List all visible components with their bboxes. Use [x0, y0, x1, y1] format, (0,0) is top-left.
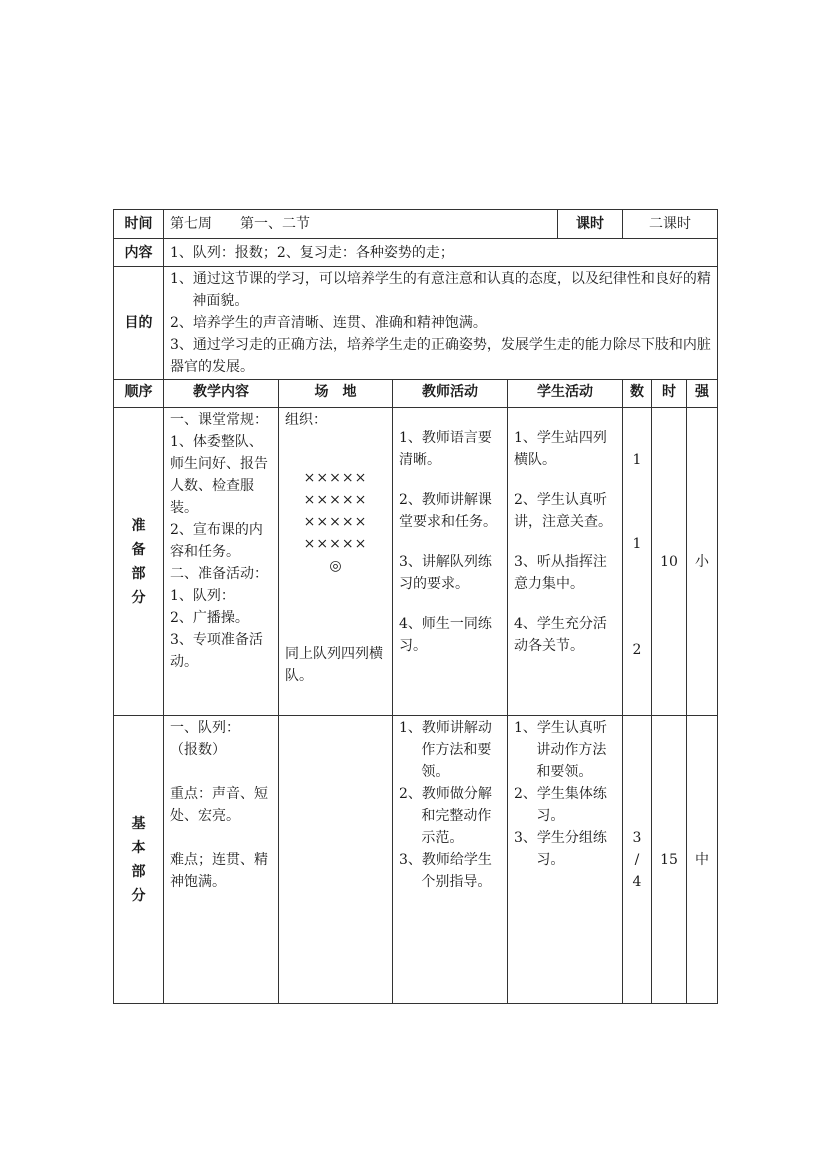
venue-note: 同上队列四列横队。	[285, 646, 383, 684]
basic-teacher	[393, 716, 508, 1004]
col-time: 时	[652, 380, 687, 408]
prep-label: 准 备 部 分	[114, 408, 164, 716]
formation-row: ×××××	[303, 536, 368, 552]
student-activity: 1、学生站四列横队。	[514, 430, 607, 468]
student-activity: 4、学生充分活动各关节。	[514, 616, 607, 654]
col-content: 教学内容	[164, 380, 279, 408]
teacher-activity: 1、教师讲解动作方法和要领。	[399, 720, 492, 780]
basic-time: 15	[652, 716, 687, 1004]
lesson-plan-table	[113, 209, 718, 1004]
goal-item: 3、通过学习走的正确方法，培养学生走的正确姿势，发展学生走的能力除尽下肢和内脏器官的发展。	[170, 337, 711, 375]
col-venue: 场 地	[279, 380, 393, 408]
basic-content: 一、队列： （报数） 重点：声音、短处、宏亮。 难点；连贯、精神饱满。	[164, 716, 279, 1004]
prep-count	[623, 408, 652, 716]
formation-row: ×××××	[303, 470, 368, 486]
goal-item: 1、通过这节课的学习，可以培养学生的有意注意和认真的态度，以及纪律性和良好的精神面貌。	[170, 271, 711, 309]
prep-intensity: 小	[687, 408, 718, 716]
basic-intensity: 中	[687, 716, 718, 1004]
student-activity: 3、学生分组练习。	[514, 830, 607, 868]
goal-label: 目的	[114, 267, 164, 380]
col-count: 数	[623, 380, 652, 408]
count-value: 1	[632, 452, 642, 468]
content-label: 内容	[114, 239, 164, 267]
basic-student	[508, 716, 623, 1004]
teacher-activity: 4、师生一同练习。	[399, 616, 492, 654]
formation-row: ×××××	[303, 492, 368, 508]
student-activity: 2、学生集体练习。	[514, 786, 607, 824]
student-activity: 1、学生认真听讲动作方法和要领。	[514, 720, 607, 780]
prep-section-row	[114, 408, 718, 716]
formation-row: ×××××	[303, 514, 368, 530]
count-value: 2	[632, 642, 642, 658]
student-activity: 3、听从指挥注意力集中。	[514, 554, 607, 592]
hours-label: 课时	[557, 210, 622, 238]
count-value: 1	[632, 536, 642, 552]
prep-time: 10	[652, 408, 687, 716]
col-student: 学生活动	[508, 380, 623, 408]
teacher-activity: 3、教师给学生个别指导。	[399, 852, 492, 890]
student-activity: 2、学生认真听讲，注意关查。	[514, 492, 612, 530]
prep-content: 一、课堂常规： 1、体委整队、师生问好、报告人数、检查服装。 2、宣布课的内容和任务。 二、准备活动： 1、队列： 2、广播操。 3、专项准备活动。	[164, 408, 279, 716]
time-value-cell	[164, 210, 623, 239]
teacher-position-mark: ◎	[329, 558, 342, 574]
column-header-row	[114, 380, 718, 408]
hours-value: 二课时	[623, 210, 718, 239]
col-order: 顺序	[114, 380, 164, 408]
col-teacher: 教师活动	[393, 380, 508, 408]
content-value: 1、队列：报数；2、复习走：各种姿势的走；	[164, 239, 718, 267]
teacher-activity: 3、讲解队列练习的要求。	[399, 554, 492, 592]
time-label: 时间	[114, 210, 164, 239]
goal-list	[164, 267, 718, 380]
basic-section-row	[114, 716, 718, 1004]
basic-label: 基 本 部 分	[114, 716, 164, 1004]
teacher-activity: 2、教师讲解课堂要求和任务。	[399, 492, 497, 530]
goal-row	[114, 267, 718, 380]
content-row	[114, 239, 718, 267]
basic-count: 3 / 4	[623, 716, 652, 1004]
basic-venue	[279, 716, 393, 1004]
teacher-activity: 2、教师做分解和完整动作示范。	[399, 786, 492, 846]
prep-teacher	[393, 408, 508, 716]
prep-student	[508, 408, 623, 716]
goal-item: 2、培养学生的声音清晰、连贯、准确和精神饱满。	[170, 315, 487, 331]
time-row	[114, 210, 718, 239]
prep-venue	[279, 408, 393, 716]
time-value: 第七周 第一、二节	[170, 216, 310, 232]
venue-org-label: 组织：	[285, 412, 327, 428]
teacher-activity: 1、教师语言要清晰。	[399, 430, 492, 468]
col-intensity: 强	[687, 380, 718, 408]
